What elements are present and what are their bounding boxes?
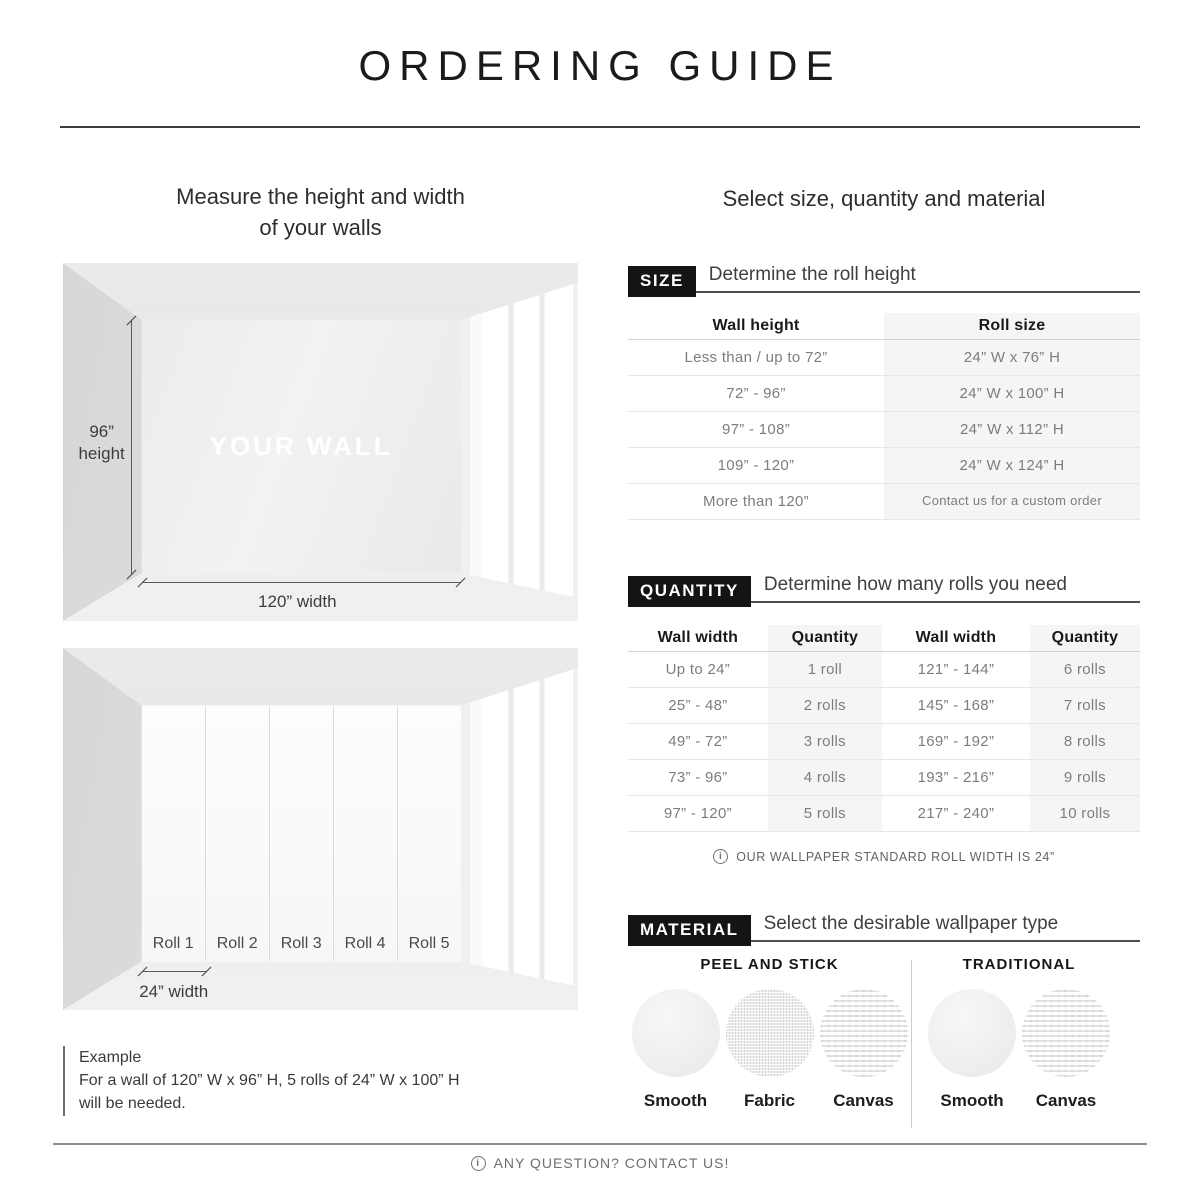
quantity-cell: 9 rolls [1030, 760, 1140, 795]
size-table-row [628, 412, 1140, 448]
roll-panel [334, 706, 398, 962]
fabric-texture-swatch [726, 989, 814, 1077]
quantity-table-row [628, 724, 1140, 760]
swatch-row [628, 989, 911, 1111]
wall-height-cell: More than 120” [703, 493, 809, 510]
info-icon [471, 1156, 486, 1171]
footer-divider [53, 1143, 1147, 1145]
col-header-wall-height: Wall height [712, 317, 800, 334]
quantity-table-header-row [628, 625, 1140, 652]
quantity-cell: 1 roll [768, 652, 882, 687]
roll-size-cell: 24” W x 76” H [884, 340, 1140, 375]
height-dimension-label [71, 421, 133, 467]
quantity-table-row [628, 760, 1140, 796]
canvas-texture-swatch [1022, 989, 1110, 1077]
swatch-fabric [723, 989, 817, 1111]
size-badge: SIZE [628, 266, 696, 297]
material-badge: MATERIAL [628, 915, 751, 946]
quantity-cell: 7 rolls [1030, 688, 1140, 723]
wall-width-cell: 97” - 120” [663, 805, 732, 822]
width-dimension-label: 120” width [258, 592, 337, 612]
col-header-roll-size: Roll size [884, 313, 1140, 339]
height-value: 96” [89, 421, 114, 441]
size-table-row [628, 376, 1140, 412]
roll-width-note [628, 849, 1140, 864]
swatch-canvas [1019, 989, 1113, 1111]
quantity-cell: 6 rolls [1030, 652, 1140, 687]
measure-heading [63, 182, 578, 244]
swatch-smooth [629, 989, 723, 1111]
material-group-peel-and-stick [628, 956, 911, 1128]
wallpaper-roll-panels [142, 706, 461, 962]
col-header-quantity: Quantity [768, 625, 882, 651]
material-group-traditional [912, 956, 1140, 1128]
wall-width-cell: 145” - 168” [917, 697, 995, 714]
wall-width-cell: 217” - 240” [917, 805, 995, 822]
col-header-quantity: Quantity [1030, 625, 1140, 651]
roll-panel [398, 706, 461, 962]
quantity-cell: 8 rolls [1030, 724, 1140, 759]
wall-width-cell: 193” - 216” [917, 769, 995, 786]
room-rolls-illustration [63, 648, 578, 1010]
size-table-row [628, 340, 1140, 376]
wall-height-cell: 109” - 120” [717, 457, 795, 474]
footer [0, 1155, 1200, 1171]
col-header-wall-width: Wall width [657, 629, 739, 646]
roll-width-note-text: OUR WALLPAPER STANDARD ROLL WIDTH IS 24” [736, 849, 1055, 864]
quantity-table-row [628, 652, 1140, 688]
roll-panel-label: Roll 3 [280, 935, 322, 953]
swatch-label: Smooth [940, 1091, 1004, 1110]
page-title: ORDERING GUIDE [358, 42, 842, 89]
group-label: TRADITIONAL [962, 956, 1076, 973]
size-section-header [628, 260, 1140, 293]
swatch-label: Canvas [1035, 1091, 1097, 1110]
wall-width-cell: 73” - 96” [668, 769, 728, 786]
example-block [63, 1046, 563, 1116]
size-table-row [628, 484, 1140, 520]
swatch-label: Fabric [743, 1091, 796, 1110]
swatch-row [912, 989, 1126, 1111]
info-icon [713, 849, 728, 864]
quantity-table [628, 625, 1140, 832]
group-label: PEEL AND STICK [700, 956, 839, 973]
select-heading: Select size, quantity and material [722, 186, 1046, 211]
measure-heading-line2: of your walls [259, 214, 382, 240]
quantity-cell: 4 rolls [768, 760, 882, 795]
material-section-header [628, 909, 1140, 942]
example-line1: For a wall of 120” W x 96” H, 5 rolls of 24” W x 100” H [79, 1072, 460, 1090]
wall-height-cell: Less than / up to 72” [684, 349, 828, 366]
swatch-label: Canvas [833, 1091, 894, 1110]
quantity-table-row [628, 688, 1140, 724]
wall-width-cell: 49” - 72” [668, 733, 728, 750]
roll-panel-label: Roll 2 [216, 935, 258, 953]
wall-width-cell: 25” - 48” [668, 697, 728, 714]
smooth-texture-swatch [632, 989, 720, 1077]
size-table-header-row [628, 313, 1140, 340]
roll-panel-label: Roll 1 [152, 935, 194, 953]
room-measure-illustration [63, 263, 578, 621]
height-word: height [78, 444, 125, 464]
roll-size-cell: 24” W x 100” H [884, 376, 1140, 411]
swatch-smooth [925, 989, 1019, 1111]
smooth-texture-swatch [928, 989, 1016, 1077]
roll-size-cell: 24” W x 112” H [884, 412, 1140, 447]
your-wall-label: YOUR WALL [209, 430, 393, 461]
quantity-table-row [628, 796, 1140, 832]
material-subtitle: Select the desirable wallpaper type [763, 913, 1059, 934]
size-subtitle: Determine the roll height [708, 264, 916, 285]
roll-panel [206, 706, 270, 962]
roll-panel-label: Roll 5 [408, 935, 450, 953]
footer-text: ANY QUESTION? CONTACT US! [493, 1155, 730, 1171]
swatch-label: Smooth [643, 1091, 708, 1110]
roll-panel-label: Roll 4 [344, 935, 386, 953]
roll-panel [142, 706, 206, 962]
measure-heading-line1: Measure the height and width [176, 184, 465, 209]
material-groups [628, 956, 1140, 1128]
example-line2: will be needed. [79, 1095, 186, 1113]
col-header-wall-width: Wall width [915, 629, 997, 646]
right-column [628, 0, 1140, 1200]
size-table [628, 313, 1140, 520]
wall-width-cell: 169” - 192” [917, 733, 995, 750]
canvas-texture-swatch [820, 989, 908, 1077]
example-title: Example [79, 1049, 142, 1066]
roll-size-cell: Contact us for a custom order [884, 484, 1140, 519]
wall-width-cell: 121” - 144” [917, 661, 995, 678]
quantity-cell: 2 rolls [768, 688, 882, 723]
quantity-subtitle: Determine how many rolls you need [763, 574, 1067, 595]
swatch-canvas [817, 989, 911, 1111]
roll-panel [270, 706, 334, 962]
quantity-section-header [628, 570, 1140, 603]
width-dimension-line [143, 582, 460, 583]
quantity-badge: QUANTITY [628, 576, 751, 607]
quantity-cell: 5 rolls [768, 796, 882, 831]
size-table-row [628, 448, 1140, 484]
quantity-cell: 10 rolls [1030, 796, 1140, 831]
roll-width-dimension-label: 24” width [139, 982, 209, 1002]
wall-height-cell: 72” - 96” [726, 385, 786, 402]
wall-width-cell: Up to 24” [665, 661, 731, 678]
roll-size-cell: 24” W x 124” H [884, 448, 1140, 483]
quantity-cell: 3 rolls [768, 724, 882, 759]
roll-width-dimension-line [143, 971, 206, 972]
wall-height-cell: 97” - 108” [721, 421, 791, 438]
